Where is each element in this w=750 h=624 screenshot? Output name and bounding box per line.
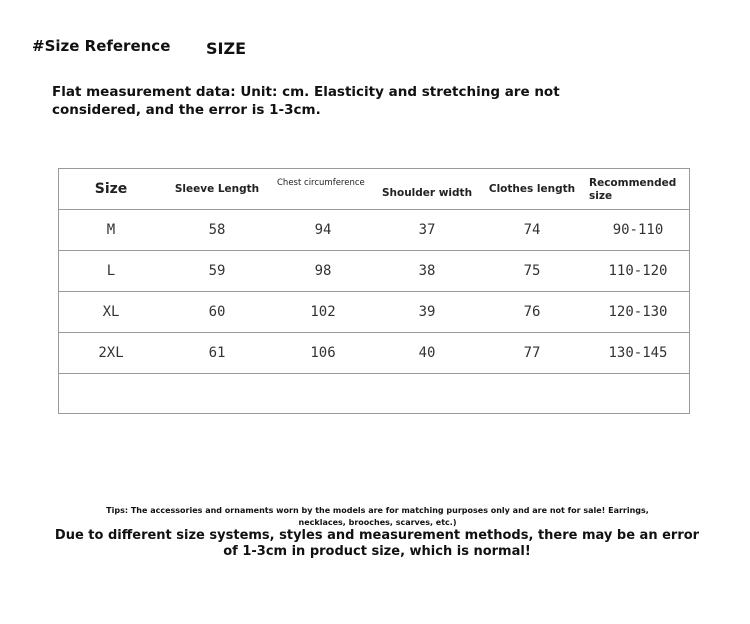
- table-row-empty: [59, 374, 689, 415]
- table-row: [59, 251, 689, 292]
- column-header-clothes-length: Clothes length: [488, 183, 576, 195]
- cell-size: 2XL: [98, 345, 124, 361]
- size-table: [58, 168, 690, 414]
- cell-clothes-length: [479, 374, 585, 415]
- cell-recommended: 130-145: [608, 345, 668, 361]
- cell-recommended: 90-110: [612, 222, 664, 238]
- measurement-note: Flat measurement data: Unit: cm. Elasticity and stretching are not considered, and the error is 1-3cm.: [52, 84, 560, 118]
- cell-recommended: 110-120: [608, 263, 668, 279]
- cell-clothes-length: 77: [523, 345, 541, 361]
- cell-chest: 98: [314, 263, 332, 279]
- cell-recommended: [585, 374, 691, 415]
- cell-sleeve-length: 58: [208, 222, 226, 238]
- cell-shoulder: 40: [418, 345, 436, 361]
- cell-clothes-length: 76: [523, 304, 541, 320]
- cell-shoulder: 38: [418, 263, 436, 279]
- cell-sleeve-length: 61: [208, 345, 226, 361]
- cell-shoulder: 39: [418, 304, 436, 320]
- column-header-chest-circumference: Chest circumference: [277, 178, 365, 188]
- cell-chest: [271, 374, 375, 415]
- column-header-recommended-size: Recommended size: [589, 177, 677, 202]
- cell-size: XL: [102, 304, 120, 320]
- cell-sleeve-length: [163, 374, 271, 415]
- cell-clothes-length: 75: [523, 263, 541, 279]
- column-header-sleeve-length: Sleeve Length: [174, 183, 260, 195]
- table-header-row: [59, 169, 689, 210]
- tips-accessories-note: Tips: The accessories and ornaments worn by the models are for matching purposes only and are not for sale! Earrings, necklaces, brooches, scarves, etc.): [106, 506, 649, 527]
- cell-recommended: 120-130: [608, 304, 668, 320]
- size-title: SIZE: [206, 39, 247, 58]
- table-row: [59, 333, 689, 374]
- cell-shoulder: [375, 374, 479, 415]
- cell-sleeve-length: 59: [208, 263, 226, 279]
- cell-chest: 106: [310, 345, 336, 361]
- cell-clothes-length: 74: [523, 222, 541, 238]
- column-header-size: Size: [94, 181, 128, 197]
- tips-size-error-note: Due to different size systems, styles and measurement methods, there may be an error of 1-3cm in product size, which is normal!: [54, 528, 700, 559]
- size-reference-heading: #Size Reference: [32, 37, 171, 55]
- table-row: [59, 292, 689, 333]
- cell-chest: 102: [310, 304, 336, 320]
- cell-sleeve-length: 60: [208, 304, 226, 320]
- cell-size: [59, 374, 163, 415]
- cell-chest: 94: [314, 222, 332, 238]
- column-header-shoulder-width: Shoulder width: [381, 187, 473, 199]
- cell-size: M: [106, 222, 116, 238]
- cell-shoulder: 37: [418, 222, 436, 238]
- cell-size: L: [106, 263, 116, 279]
- table-row: [59, 210, 689, 251]
